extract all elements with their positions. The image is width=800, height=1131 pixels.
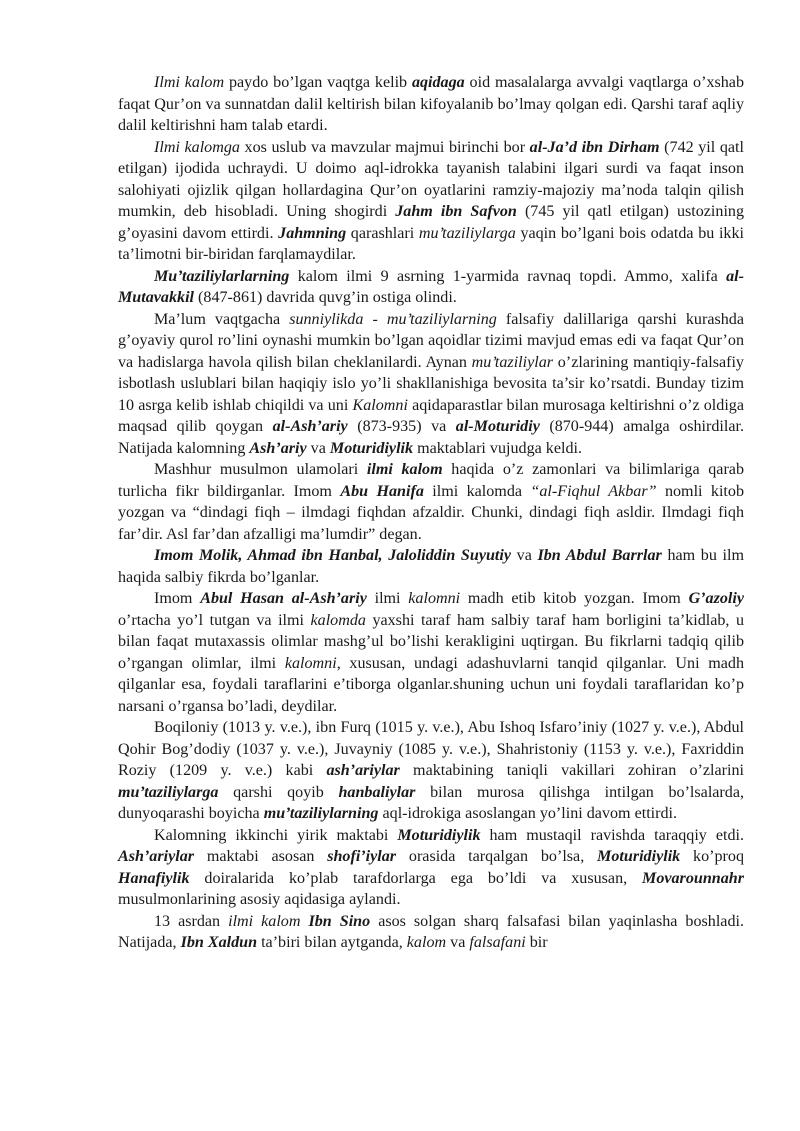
text-run: 13 asrdan <box>154 912 229 930</box>
text-run: asos solgan sharq falsafasi bilan yaqinlasha boshladi. Natijada, <box>118 912 744 951</box>
text-run: maktabining taniqli vakillari zohiran o’zlarini <box>399 762 744 779</box>
text-run: ilmi <box>366 590 409 607</box>
paragraph-p7 <box>118 588 744 717</box>
text-run: falsafani <box>469 934 526 951</box>
text-run: Mashhur musulmon ulamolari <box>154 461 367 478</box>
text-run: shofi’iylar <box>327 848 397 865</box>
text-run: ilmi kalomda <box>423 482 531 500</box>
paragraph-p6 <box>118 545 744 588</box>
text-run: hanbaliylar <box>338 783 416 801</box>
text-run: Ibn Xaldun <box>180 934 258 951</box>
text-run: kalom ilmi 9 asrning 1-yarmida ravnaq topdi. Ammo, xalifa <box>289 267 727 285</box>
text-run: kalomni <box>408 590 461 607</box>
text-run: aql-idrokiga asoslangan yo’lini davom ettirdi. <box>378 805 678 822</box>
text-run: Abu Hanifa <box>340 482 424 500</box>
text-run: G’azoliy <box>688 590 744 607</box>
text-run: , xususan, undagi adashuvlarni tanqid qilganlar. Uni madh qilganlar esa, foydali taraflarini e’tiborga olganlar.shuning uchun uni foydali taraflaridan ko’p narsani o’rgansa bo’ladi, deydilar. <box>118 654 744 715</box>
text-run: qarashlari <box>346 224 419 242</box>
text-run: ham mustaqil ravishda taraqqiy etdi. <box>480 826 744 844</box>
text-run: Ash’ariylar <box>118 848 195 865</box>
text-run: haqida o’z zamonlari va bilimlariga qarab turlicha fikr bildirganlar. Imom <box>118 461 745 500</box>
text-run: oid masalalarga avvalgi vaqtlarga o’xshab faqat Qur’on va sunnatdan dalil keltirish bilan kifoyalanib bo’lmay qolgan edi. Qarshi taraf aqliy dalil keltirishni ham talab etardi. <box>118 74 744 134</box>
text-run: Abul Hasan al-Ash’ariy <box>200 590 367 607</box>
text-run: Imom Molik, Ahmad ibn Hanbal, Jaloliddin Suyutiy <box>154 547 512 564</box>
text-run: mu’taziliylar <box>471 353 554 371</box>
text-run: Moturidiylik <box>329 439 414 457</box>
text-run: ilmi kalom <box>228 912 301 930</box>
text-run: mu’taziliylarning <box>386 310 497 328</box>
text-run: ilmi kalom <box>366 461 443 478</box>
text-run: paydo bo’lgan vaqtga kelib <box>224 74 412 91</box>
text-run: nomli kitob yozgan va “dindagi fiqh – ilmdagi fiqhdan afzaldir. Chunki, dindagi fiqh asldir. Ilmdagi fiqh far’dir. Asl far’dan afzalligi ma’lumdir” degan. <box>118 482 744 543</box>
text-run: madh etib kitob yozgan. Imom <box>460 590 689 607</box>
text-run: Boqiloniy (1013 y. v.e.), ibn Furq (1015 y. v.e.), Abu Ishoq Isfaro’iniy (1027 y. v.e.), Abdul Qohir Bog’dodiy (1037 y. v.e.), Juvayniy (1085 y. v.e.), Shahristoniy (1153 y. v.e.), Faxriddin Roziy (1209 y. v.e.) kabi <box>118 719 744 779</box>
text-run: Ash’ariy <box>249 439 307 457</box>
text-run: bilan murosa qilishga intilgan bo’lsalarda, dunyoqarashi boyicha <box>118 783 745 822</box>
text-run: Ilmi kalom <box>154 74 225 91</box>
paragraph-p1 <box>118 72 744 137</box>
paragraph-p8 <box>118 717 744 825</box>
text-run: Mu’taziliylarlarning <box>154 267 290 285</box>
text-run: o’rtacha yo’l tutgan va ilmi <box>118 611 311 629</box>
document-page <box>118 72 744 954</box>
text-run: Jahmning <box>278 224 347 242</box>
text-run: Moturidiylik <box>397 826 481 844</box>
text-run: musulmonlarining asosiy aqidasiga aylandi. <box>118 891 401 908</box>
text-run: al-Mutavakkil <box>118 267 744 306</box>
text-run: mu’taziliylarning <box>263 805 379 822</box>
text-run: al-Ja’d ibn Dirham <box>529 138 660 156</box>
paragraph-p5 <box>118 459 744 545</box>
text-run: o’zlarining mantiqiy-falsafiy isbotlash uslublari bilan haqiqiy islo yo’li shakllanishiga bevosita ta’sir ko’rsatdi. Bunday tizim 10 asrga kelib ishlab chiqildi va uni <box>118 353 744 414</box>
text-run: Ilmi kalomga <box>154 138 240 156</box>
text-run: kalom <box>406 934 447 951</box>
text-run: ash’ariylar <box>326 762 400 779</box>
text-run: aqidaga <box>411 74 465 91</box>
text-run: doiralarida ko’plab tarafdorlarga ega bo’ldi va xususan, <box>189 869 643 887</box>
text-run: Movarounnahr <box>642 869 744 887</box>
text-run: (742 yil qatl etilgan) ijodida uchraydi. U doimo aql-idrokka tayanish talabini ilgari surdi va faqat inson salohiyati ojizlik qilgan hollardagina Qur’on oyatlarini ramziy-majoziy ma’noda talqin qilish mumkin, deb hisobladi. Uning shogirdi <box>118 138 744 220</box>
text-run: maktablari vujudga keldi. <box>413 439 582 457</box>
text-run: kalomda <box>310 611 366 629</box>
text-run: kalomni <box>284 654 337 672</box>
text-run: aqidaparastlar bilan murosaga keltirishni o’z oldiga maqsad qilib qoygan <box>118 396 744 435</box>
text-run: ta’biri bilan aytganda, <box>257 934 407 951</box>
text-run: yaqin bo’lgani bois odatda bu ikki ta’limotni bir-biridan farqlamaydilar. <box>118 224 744 263</box>
text-run: Ma’lum vaqtgacha <box>154 310 290 328</box>
text-run: qarshi qoyib <box>218 783 339 801</box>
text-run: va <box>446 934 470 951</box>
paragraph-p4 <box>118 309 744 460</box>
text-run: Ibn Abdul Barrlar <box>537 547 662 564</box>
text-run: (873-935) va <box>347 418 456 435</box>
text-run: va <box>306 439 330 457</box>
text-run: falsafiy dalillariga qarshi kurashda g’oyaviy qurol ro’lini oynashi mumkin bo’lgan aqoidlar tizimi mavjud emas edi va faqat Qur’on va hadislarga havola qilish bilan cheklanilardi. Aynan <box>118 310 744 371</box>
text-run: Imom <box>154 590 201 607</box>
text-run: ko’proq <box>680 848 744 865</box>
text-run: Kalomni <box>352 396 408 414</box>
text-run: xos uslub va mavzular majmui birinchi bor <box>239 138 530 156</box>
text-run: (745 yil qatl etilgan) ustozining g’oyasini davom ettirdi. <box>118 203 745 242</box>
paragraph-p10 <box>118 911 744 954</box>
text-run: “al-Fiqhul Akbar” <box>530 482 657 500</box>
text-run: - <box>363 310 387 328</box>
text-run: Jahm ibn Safvon <box>395 203 517 220</box>
text-run: (870-944) amalga oshirdilar. Natijada kalomning <box>118 418 745 457</box>
text-run: sunniylikda <box>289 310 364 328</box>
text-run: Ibn Sino <box>308 912 371 930</box>
text-run: al-Moturidiy <box>455 418 540 435</box>
text-run: al-Ash’ariy <box>272 418 348 435</box>
paragraph-p2 <box>118 137 744 266</box>
paragraph-p3 <box>118 266 744 309</box>
text-run <box>300 913 308 930</box>
text-run: ham bu ilm haqida salbiy fikrda bo’lganlar. <box>118 547 744 586</box>
text-run: yaxshi taraf ham salbiy taraf ham borligini ta’kidlab, u bilan faqat mutaxassis olimlar mashg’ul bo’lishi kerakligini uqtirgan. Bu fikrlarni tadqiq qilib o’rgangan olimlar, ilmi <box>118 611 744 672</box>
text-run: va <box>511 547 538 564</box>
text-run: orasida tarqalgan bo’lsa, <box>396 848 598 865</box>
text-run: Hanafiylik <box>118 869 190 887</box>
text-run: mu’taziliylarga <box>118 783 219 801</box>
text-run: mu’taziliylarga <box>418 224 516 242</box>
text-run: Moturidiylik <box>597 848 681 865</box>
text-run: bir <box>525 934 548 951</box>
text-run: maktabi asosan <box>194 848 328 865</box>
text-run: (847-861) davrida quvg’in ostiga olindi. <box>194 289 457 306</box>
text-run: Kalomning ikkinchi yirik maktabi <box>154 826 398 844</box>
paragraph-p9 <box>118 825 744 911</box>
